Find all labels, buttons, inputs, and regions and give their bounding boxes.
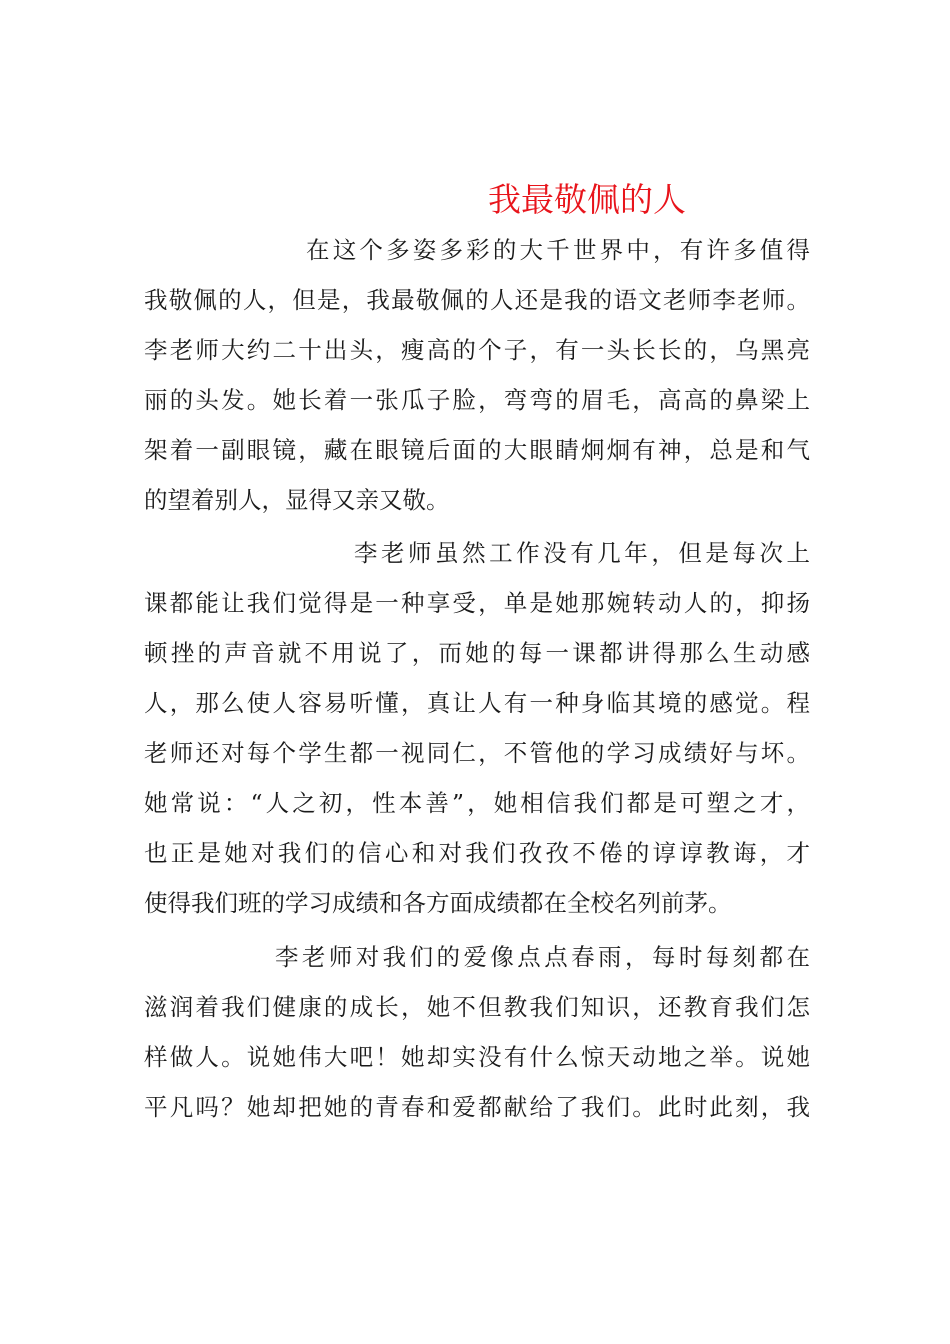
paragraph-1 [144,225,810,525]
paragraph-line: 平凡吗？她却把她的青春和爱都献给了我们。此时此刻，我 [144,1093,810,1121]
document-title: 我最敬佩的人 [488,180,686,219]
paragraph-line: 人，那么使人容易听懂，真让人有一种身临其境的感觉。程 [144,689,810,717]
paragraph-2 [144,528,810,928]
paragraph-line: 在这个多姿多彩的大千世界中，有许多值得 [306,236,810,264]
paragraph-line: 架着一副眼镜，藏在眼镜后面的大眼睛炯炯有神，总是和气 [144,436,810,464]
paragraph-3 [144,932,810,1132]
paragraph-line: 李老师大约二十出头，瘦高的个子，有一头长长的，乌黑亮 [144,336,810,364]
paragraph-line: 滋润着我们健康的成长，她不但教我们知识，还教育我们怎 [144,993,810,1021]
paragraph-line: 老师还对每个学生都一视同仁，不管他的学习成绩好与坏。 [144,739,810,767]
paragraph-line: 课都能让我们觉得是一种享受，单是她那婉转动人的，抑扬 [144,589,810,617]
paragraph-line: 我敬佩的人，但是，我最敬佩的人还是我的语文老师李老师。 [144,286,810,314]
paragraph-line: 她常说：“人之初，性本善”，她相信我们都是可塑之才， [144,789,810,817]
paragraph-line: 也正是她对我们的信心和对我们孜孜不倦的谆谆教诲，才 [144,839,810,867]
paragraph-line: 李老师虽然工作没有几年，但是每次上 [354,539,810,567]
paragraph-line: 使得我们班的学习成绩和各方面成绩都在全校名列前茅。 [144,889,732,917]
paragraph-line: 李老师对我们的爱像点点春雨，每时每刻都在 [275,943,810,971]
paragraph-line: 的望着别人，显得又亲又敬。 [144,486,450,514]
paragraph-line: 顿挫的声音就不用说了，而她的每一课都讲得那么生动感 [144,639,810,667]
paragraph-line: 丽的头发。她长着一张瓜子脸，弯弯的眉毛，高高的鼻梁上 [144,386,810,414]
paragraph-line: 样做人。说她伟大吧！她却实没有什么惊天动地之举。说她 [144,1043,810,1071]
